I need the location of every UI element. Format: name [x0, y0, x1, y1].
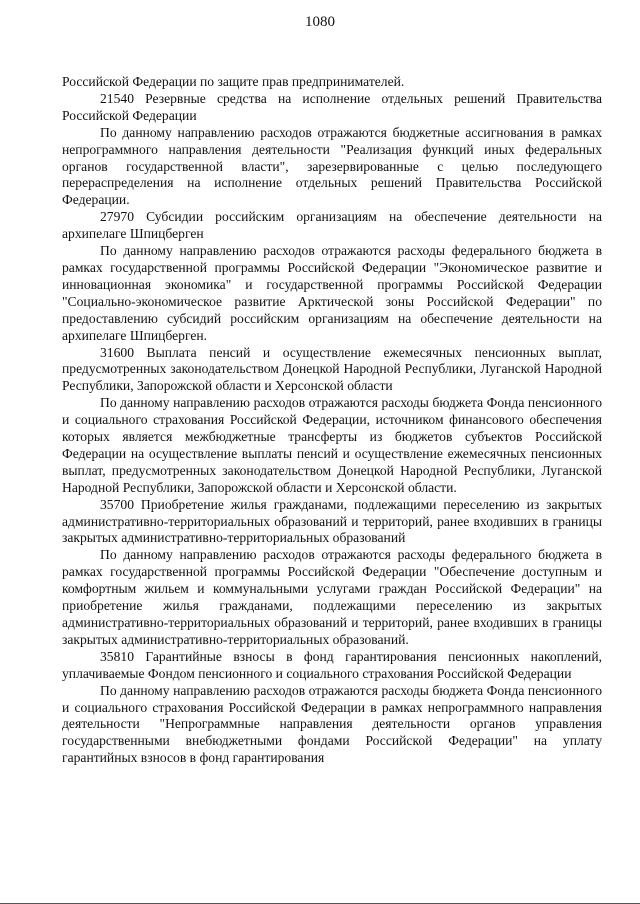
paragraph: 27970 Субсидии российским организациям на обеспечение деятельности на архипелаге Шпицберген	[62, 209, 602, 242]
document-body	[62, 74, 602, 767]
page-number: 1080	[305, 14, 335, 30]
paragraph: Российской Федерации по защите прав предпринимателей.	[62, 74, 405, 89]
paragraph: По данному направлению расходов отражаются расходы федерального бюджета в рамках государственной программы Российской Федерации "Обеспечение доступным и комфортным жильем и коммунальными услугами граждан Российской Федерации" на приобретение жилья гражданами, подлежащими переселению из закрытых административно-территориальных образований и территорий, ранее входивших в границы закрытых административно-территориальных образований.	[62, 547, 602, 647]
paragraph: По данному направлению расходов отражаются расходы федерального бюджета в рамках государственной программы Российской Федерации "Экономическое развитие и инновационная экономика" и государственной программы Российской Федерации "Социально-экономическое развитие Арктической зоны Российской Федерации" по предоставлению субсидий российским организациям на обеспечение деятельности на архипелаге Шпицберген.	[62, 243, 602, 343]
paragraph: 21540 Резервные средства на исполнение отдельных решений Правительства Российской Федерации	[62, 90, 602, 123]
paragraph: По данному направлению расходов отражаются расходы бюджета Фонда пенсионного и социального страхования Российской Федерации в рамках непрограммного направления деятельности "Непрограммные направления деятельности органов управления государственными внебюджетными фондами Российской Федерации" на уплату гарантийных взносов в фонд гарантирования	[62, 682, 602, 766]
paragraph: По данному направлению расходов отражаются расходы бюджета Фонда пенсионного и социального страхования Российской Федерации, источником финансового обеспечения которых является межбюджетные трансферты из бюджетов субъектов Российской Федерации на осуществление выплаты пенсий и осуществление ежемесячных пенсионных выплат, предусмотренных законодательством Донецкой Народной Республики, Луганской Народной Республики, Запорожской области и Херсонской области.	[62, 395, 602, 495]
paragraph: По данному направлению расходов отражаются бюджетные ассигнования в рамках непрограммного направления деятельности "Реализация функций иных федеральных органов государственной власти", зарезервированные с целью последующего перераспределения на исполнение отдельных решений Правительства Российской Федерации.	[62, 124, 602, 208]
paragraph: 35810 Гарантийные взносы в фонд гарантирования пенсионных накоплений, уплачиваемые Фондом пенсионного и социального страхования Российской Федерации	[62, 648, 602, 681]
paragraph: 35700 Приобретение жилья гражданами, подлежащими переселению из закрытых административно-территориальных образований и территорий, ранее входивших в границы закрытых административно-территориальных образований	[62, 496, 602, 546]
paragraph: 31600 Выплата пенсий и осуществление ежемесячных пенсионных выплат, предусмотренных законодательством Донецкой Народной Республики, Луганской Народной Республики, Запорожской области и Херсонской области	[62, 344, 602, 394]
